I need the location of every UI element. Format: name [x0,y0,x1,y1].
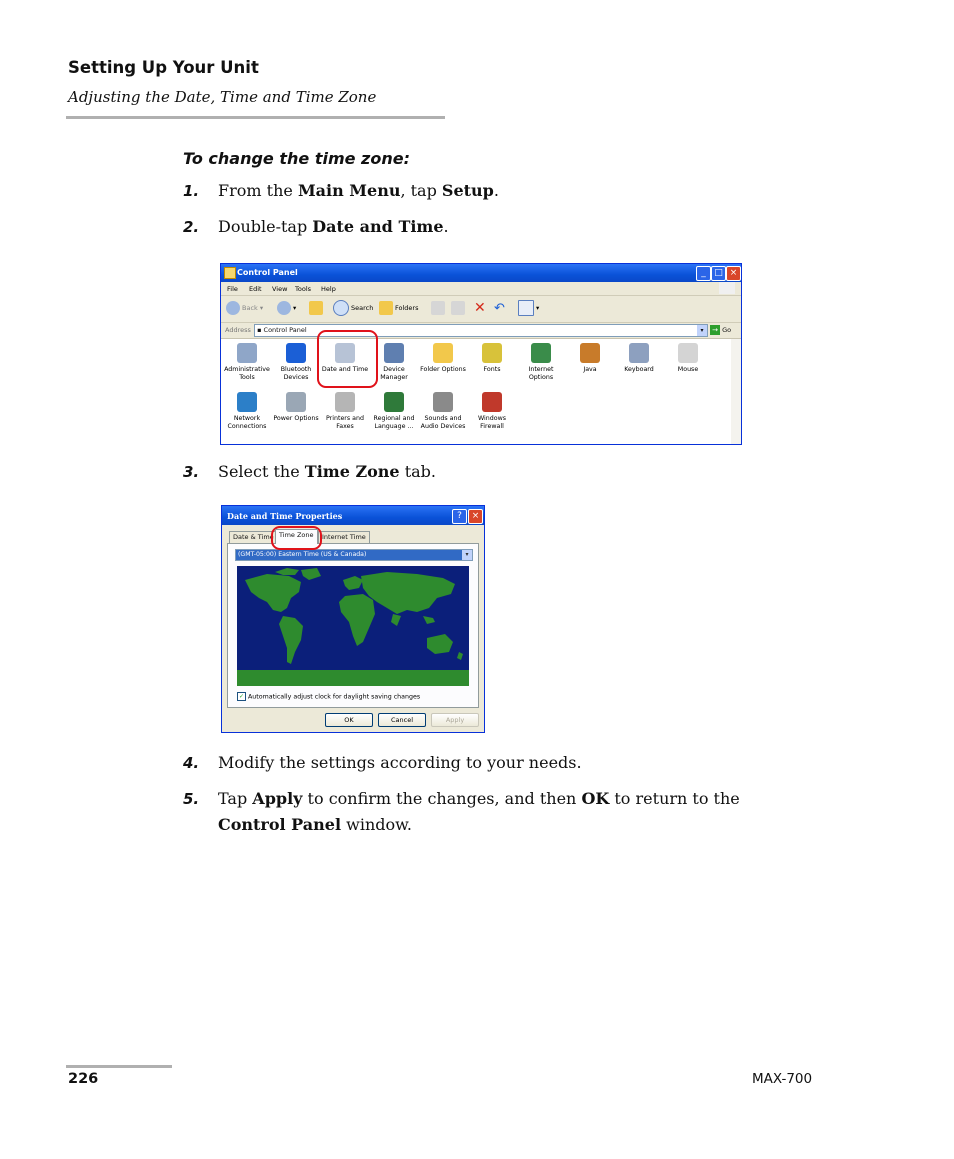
item-label: Sounds and [424,415,462,422]
date-and-time-highlight [317,330,378,388]
item-label: Bluetooth [280,366,312,373]
dialog-titlebar [222,506,484,525]
back-button[interactable]: Back ▾ [226,300,263,317]
control-panel-item[interactable] [368,392,420,431]
control-panel-item[interactable] [564,343,616,374]
maximize-button[interactable]: □ [711,266,726,281]
control-panel-item[interactable] [417,392,469,431]
section-title: Adjusting the Date, Time and Time Zone [68,88,377,106]
item-label: Folder Options [420,366,466,373]
copy-to-button[interactable] [451,300,467,317]
speaker-icon [433,392,453,412]
item-label: Internet [528,366,554,373]
step-number: 1. [183,182,200,200]
views-button[interactable]: ▾ [518,300,539,317]
world-map [237,566,469,686]
menu-help[interactable]: Help [321,285,336,293]
mouse-icon [678,343,698,363]
control-panel-item[interactable] [613,343,665,374]
item-label: Date and Time [321,366,369,373]
up-folder-button[interactable] [309,300,325,317]
globe-icon [384,392,404,412]
address-input[interactable]: ▪ Control Panel ▾ [254,324,708,337]
menu-file[interactable]: File [227,285,238,293]
step-number: 3. [183,463,200,481]
step-text: Tap Apply to confirm the changes, and then OK to return to the Control Panel window. [218,789,740,834]
control-panel-icon [224,267,236,279]
menu-bar [221,282,741,296]
procedure-title: To change the time zone: [183,149,410,168]
search-button[interactable]: Search [333,300,373,317]
step-number: 4. [183,754,200,772]
dialog-close-button[interactable]: × [468,509,483,524]
time-zone-select[interactable]: (GMT-05:00) Eastern Time (US & Canada) ▾ [235,549,473,561]
item-label: Keyboard [624,366,654,373]
date-time-properties-dialog [221,505,485,733]
item-label-line2: Language ... [374,423,414,430]
address-label: Address [225,326,251,334]
back-arrow-icon [226,301,240,315]
go-arrow-icon: → [710,325,720,335]
dialog-title: Date and Time Properties [227,511,343,521]
vertical-scrollbar[interactable] [731,339,741,444]
forward-arrow-icon [277,301,291,315]
control-panel-item[interactable] [270,343,322,382]
menu-tools[interactable]: Tools [295,285,312,293]
product-name: MAX-700 [752,1071,813,1087]
control-panel-item[interactable] [221,392,273,431]
item-label: Administrative [224,366,270,373]
header-rule [66,116,445,119]
control-panel-item[interactable] [466,392,518,431]
ok-button[interactable]: OK [325,713,373,727]
bluetooth-icon [286,343,306,363]
firewall-icon [482,392,502,412]
time-zone-panel [227,543,479,708]
toolbar [221,296,741,323]
views-icon [518,300,534,316]
control-panel-item[interactable] [270,392,322,423]
item-label-line2: Options [528,374,554,381]
delete-x-icon: ✕ [474,300,486,316]
step-number: 2. [183,218,200,236]
menu-view[interactable]: View [272,285,288,293]
control-panel-titlebar [221,264,741,282]
item-label: Printers and [325,415,365,422]
window-title: Control Panel [237,268,298,277]
step-text: Modify the settings according to your needs. [218,753,582,772]
item-label: Windows [477,415,507,422]
help-button[interactable]: ? [452,509,467,524]
item-label: Network [233,415,261,422]
power-options-icon [286,392,306,412]
step-number: 5. [183,790,200,808]
control-panel-window [220,263,742,445]
network-icon [237,392,257,412]
move-to-icon [431,301,445,315]
control-panel-item[interactable] [466,343,518,374]
continents [237,568,469,686]
tab-time-zone[interactable]: Time Zone [275,529,318,544]
daylight-saving-checkbox[interactable]: ✓ Automatically adjust clock for daylight saving changes [238,693,421,701]
minimize-button[interactable]: _ [696,266,711,281]
search-icon [333,300,349,316]
undo-button[interactable] [494,300,505,317]
item-label: Mouse [677,366,699,373]
item-label: Fonts [483,366,501,373]
device-manager-icon [384,343,404,363]
item-label: Power Options [273,415,319,422]
folders-button[interactable]: Folders [379,300,418,317]
item-label-line2: Devices [283,374,309,381]
keyboard-icon [629,343,649,363]
control-panel-item[interactable] [319,392,371,431]
item-label-line2: Audio Devices [420,423,466,430]
java-icon [580,343,600,363]
up-folder-icon [309,301,323,315]
item-label-line2: Manager [380,374,408,381]
menu-edit[interactable]: Edit [249,285,262,293]
apply-button[interactable]: Apply [431,713,479,727]
step-text: From the Main Menu, tap Setup. [218,181,499,200]
step-text: Select the Time Zone tab. [218,462,436,481]
fonts-icon [482,343,502,363]
item-label-line2: Connections [227,423,267,430]
control-panel-item[interactable] [662,343,714,374]
step-text: Double-tap Date and Time. [218,217,449,236]
control-panel-item[interactable] [221,343,273,382]
item-label: Regional and [373,415,415,422]
close-button[interactable]: × [726,266,741,281]
world-map-graphic [237,566,469,686]
tab-date-time[interactable]: Date & Time [229,531,278,543]
control-panel-content [221,339,741,444]
footer-rule [66,1065,172,1068]
item-label-line2: Faxes [336,423,354,430]
internet-options-icon [531,343,551,363]
item-label: Java [583,366,597,373]
checkmark-icon[interactable]: ✓ [238,693,245,700]
undo-icon: ↶ [494,301,505,316]
tab-internet-time[interactable]: Internet Time [318,531,370,543]
item-label: Device [383,366,405,373]
item-label-line2: Tools [239,374,255,381]
delete-button[interactable] [474,300,486,317]
item-label-line2: Firewall [480,423,504,430]
admin-tools-icon [237,343,257,363]
control-panel-item[interactable] [417,343,469,374]
go-button[interactable]: → Go [710,325,731,335]
chevron-down-icon[interactable]: ▾ [462,550,472,560]
copy-to-icon [451,301,465,315]
page-number: 226 [68,1071,99,1087]
forward-button[interactable]: ▾ [277,300,296,317]
folders-icon [379,301,393,315]
address-bar [221,323,741,339]
control-panel-item[interactable] [515,343,567,382]
folder-options-icon [433,343,453,363]
windows-logo-icon [719,282,735,294]
chapter-title: Setting Up Your Unit [68,58,259,77]
printer-icon [335,392,355,412]
move-to-button[interactable] [431,300,447,317]
address-dropdown-icon[interactable]: ▾ [697,325,707,336]
cancel-button[interactable]: Cancel [378,713,426,727]
